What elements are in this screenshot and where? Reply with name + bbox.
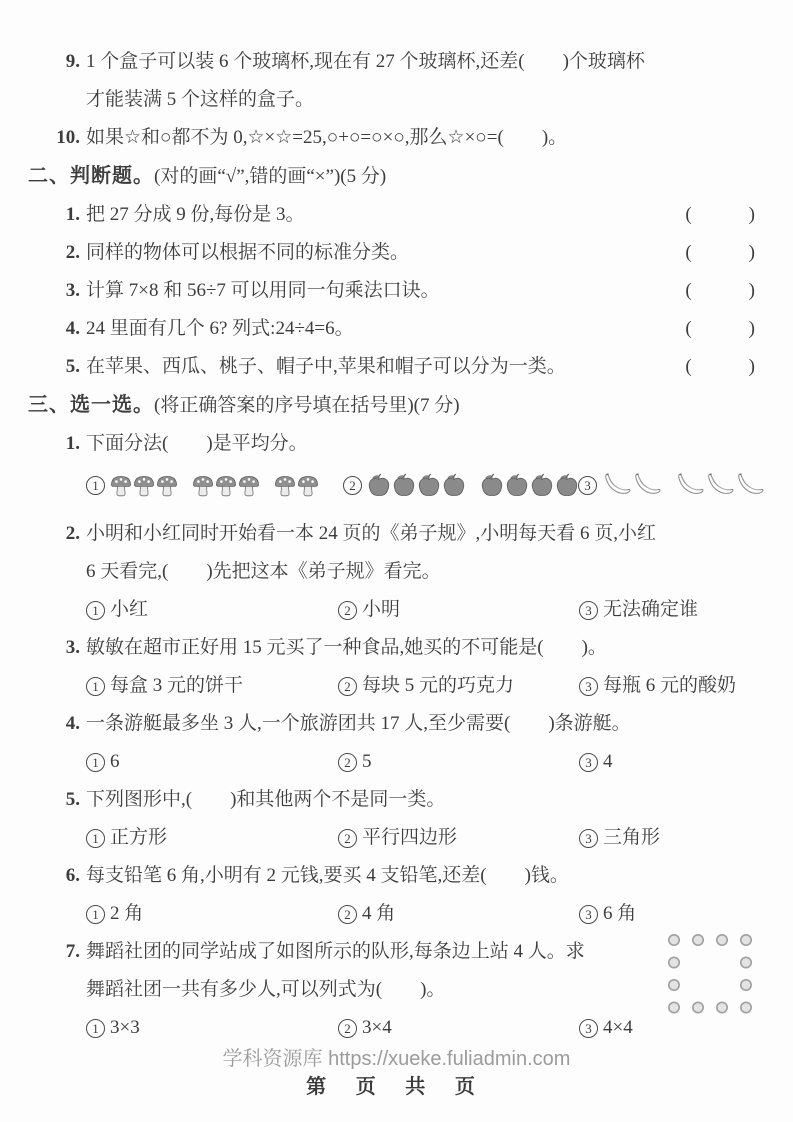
choice-question-4-options [86, 743, 793, 781]
question-text: 下面分法( )是平均分。 [86, 433, 308, 454]
apple-group [367, 473, 467, 497]
question-text: 舞蹈社团的同学站成了如图所示的队形,每条边上站 4 人。求 [86, 941, 585, 962]
question-text: 小明和小红同时开始看一本 24 页的《弟子规》,小明每天看 6 页,小红 [86, 523, 657, 544]
option-badge: 2 [343, 476, 362, 495]
apple-icon [417, 473, 441, 497]
question-number: 2. [65, 523, 80, 544]
question-text: 如果☆和○都不为 0,☆×☆=25,○+○=○×○,那么☆×○=( )。 [86, 127, 568, 148]
mushroom-icon [133, 474, 155, 497]
apple-icon [392, 473, 416, 497]
option-label: 无法确定谁 [603, 599, 699, 620]
option-badge: 2 [338, 829, 357, 848]
watermark-text: 学科资源库 https://xueke.fuliadmin.com [222, 1048, 571, 1070]
choice-question-7-line-2: 舞蹈社团一共有多少人,可以列式为( )。 [86, 979, 446, 1000]
answer-blank: ( ) [685, 204, 755, 225]
question-text: 在苹果、西瓜、桃子、帽子中,苹果和帽子可以分为一类。 [86, 356, 566, 377]
apple-icon [505, 473, 529, 497]
option-badge: 3 [579, 753, 598, 772]
question-number: 1. [65, 433, 80, 454]
option-2 [338, 1009, 579, 1047]
question-number: 2. [65, 242, 80, 263]
option-label: 小红 [110, 599, 149, 620]
option-label: 3×3 [110, 1017, 140, 1038]
section-2-heading [28, 157, 793, 196]
option-badge: 1 [86, 677, 105, 696]
option-label: 5 [362, 751, 372, 772]
page-footer [0, 1046, 793, 1102]
section-3-subtitle: (将正确答案的序号填在括号里)(7 分) [154, 395, 460, 416]
section-3-heading [28, 386, 793, 425]
banana-icon [705, 473, 734, 497]
option-2 [338, 667, 579, 705]
option-3 [579, 743, 613, 781]
option-label: 6 角 [603, 903, 637, 924]
option-2 [338, 895, 579, 933]
banana-group [675, 473, 765, 497]
question-number: 3. [65, 637, 80, 658]
question-number: 3. [65, 280, 80, 301]
question-text: 每支铅笔 6 角,小明有 2 元钱,要买 4 支铅笔,还差( )钱。 [86, 865, 569, 886]
option-1 [86, 895, 338, 933]
question-9-line-2: 才能装满 5 个这样的盒子。 [86, 89, 315, 110]
page-number-text: 第 页 共 页 [306, 1076, 487, 1098]
picture-option-1 [86, 474, 343, 497]
mushroom-group [274, 474, 320, 497]
option-badge: 1 [86, 829, 105, 848]
choice-question-6 [50, 857, 755, 895]
question-number: 5. [65, 789, 80, 810]
question-number: 9. [65, 51, 80, 72]
mushroom-icon [156, 474, 178, 497]
apple-icon [530, 473, 554, 497]
apple-icon [555, 473, 579, 497]
question-text: 把 27 分成 9 份,每份是 3。 [86, 204, 305, 225]
option-2 [338, 819, 579, 857]
option-label: 平行四边形 [362, 827, 458, 848]
option-1 [86, 1009, 338, 1047]
question-text: 24 里面有几个 6? 列式:24÷4=6。 [86, 318, 354, 339]
option-3 [579, 819, 660, 857]
answer-blank: ( ) [685, 242, 755, 263]
section-2-title: 二、判断题。 [28, 165, 154, 187]
question-text: 1 个盒子可以装 6 个玻璃杯,现在有 27 个玻璃杯,还差( )个玻璃杯 [86, 51, 645, 72]
banana-icon [602, 473, 631, 497]
banana-group [602, 473, 662, 497]
option-label: 6 [110, 751, 120, 772]
judge-question-5 [50, 348, 755, 386]
option-badge: 3 [579, 829, 598, 848]
judge-question-4 [50, 310, 755, 348]
option-3 [579, 667, 736, 705]
mushroom-icon [192, 474, 214, 497]
question-number: 1. [65, 204, 80, 225]
mushroom-icon [110, 474, 132, 497]
banana-groups [602, 473, 765, 497]
option-badge: 3 [579, 677, 598, 696]
option-badge: 1 [86, 753, 105, 772]
option-label: 正方形 [110, 827, 168, 848]
option-label: 2 角 [110, 903, 144, 924]
option-label: 每瓶 6 元的酸奶 [603, 675, 737, 696]
banana-icon [675, 473, 704, 497]
question-number: 4. [65, 713, 80, 734]
option-label: 4 [603, 751, 613, 772]
choice-question-5 [50, 781, 755, 819]
choice-question-3 [50, 629, 755, 667]
apple-groups [367, 473, 580, 497]
apple-icon [442, 473, 466, 497]
option-2 [338, 743, 579, 781]
option-badge: 1 [86, 1019, 105, 1038]
option-1 [86, 667, 338, 705]
question-number: 5. [65, 356, 80, 377]
judge-question-3 [50, 272, 755, 310]
picture-option-3 [578, 473, 765, 497]
option-badge: 2 [338, 1019, 357, 1038]
formation-diagram [666, 932, 754, 1030]
choice-question-2-options [86, 591, 793, 629]
option-badge: 3 [578, 476, 597, 495]
question-text: 同样的物体可以根据不同的标准分类。 [86, 242, 410, 263]
option-badge: 2 [338, 905, 357, 924]
option-label: 每块 5 元的巧克力 [362, 675, 515, 696]
option-1 [86, 819, 338, 857]
mushroom-groups [110, 474, 320, 497]
judge-question-1 [50, 196, 755, 234]
question-number: 4. [65, 318, 80, 339]
option-label: 4×4 [603, 1017, 633, 1038]
mushroom-icon [274, 474, 296, 497]
option-label: 4 角 [362, 903, 396, 924]
option-label: 3×4 [362, 1017, 392, 1038]
question-number: 7. [65, 941, 80, 962]
option-label: 每盒 3 元的饼干 [110, 675, 244, 696]
apple-icon [480, 473, 504, 497]
option-label: 小明 [362, 599, 401, 620]
option-badge: 2 [338, 601, 357, 620]
picture-option-2 [343, 473, 578, 497]
option-badge: 3 [579, 905, 598, 924]
mushroom-icon [215, 474, 237, 497]
choice-question-6-options [86, 895, 793, 933]
choice-question-1-pictures [86, 463, 793, 507]
option-2 [338, 591, 579, 629]
option-3 [579, 895, 636, 933]
section-2-subtitle: (对的画“√”,错的画“×”)(5 分) [154, 166, 387, 187]
dot-square-svg [666, 932, 754, 1016]
answer-blank: ( ) [685, 356, 755, 377]
apple-icon [367, 473, 391, 497]
answer-blank: ( ) [685, 280, 755, 301]
option-badge: 3 [579, 1019, 598, 1038]
choice-question-7 [50, 933, 755, 971]
mushroom-group [192, 474, 261, 497]
choice-question-2 [50, 515, 755, 553]
option-badge: 2 [338, 677, 357, 696]
question-text: 敏敏在超市正好用 15 元买了一种食品,她买的不可能是( )。 [86, 637, 607, 658]
option-1 [86, 591, 338, 629]
option-badge: 1 [86, 905, 105, 924]
option-badge: 3 [579, 601, 598, 620]
question-10 [50, 119, 755, 157]
option-1 [86, 743, 338, 781]
question-number: 10. [56, 127, 80, 148]
choice-question-1 [50, 425, 755, 463]
banana-icon [632, 473, 661, 497]
choice-question-3-options [86, 667, 793, 705]
question-text: 计算 7×8 和 56÷7 可以用同一句乘法口诀。 [86, 280, 440, 301]
judge-question-2 [50, 234, 755, 272]
option-3 [579, 1009, 633, 1047]
choice-question-4 [50, 705, 755, 743]
answer-blank: ( ) [685, 318, 755, 339]
option-badge: 1 [86, 476, 105, 495]
question-number: 6. [65, 865, 80, 886]
mushroom-icon [238, 474, 260, 497]
question-9 [50, 43, 755, 81]
option-label: 三角形 [603, 827, 661, 848]
option-badge: 1 [86, 601, 105, 620]
section-3-title: 三、选一选。 [28, 394, 154, 416]
mushroom-group [110, 474, 179, 497]
question-text: 一条游艇最多坐 3 人,一个旅游团共 17 人,至少需要( )条游艇。 [86, 713, 631, 734]
option-3 [579, 591, 698, 629]
question-text: 下列图形中,( )和其他两个不是同一类。 [86, 789, 446, 810]
choice-question-2-line-2: 6 天看完,( )先把这本《弟子规》看完。 [86, 561, 441, 582]
option-badge: 2 [338, 753, 357, 772]
choice-question-5-options [86, 819, 793, 857]
mushroom-icon [297, 474, 319, 497]
apple-group [480, 473, 580, 497]
banana-icon [735, 473, 764, 497]
